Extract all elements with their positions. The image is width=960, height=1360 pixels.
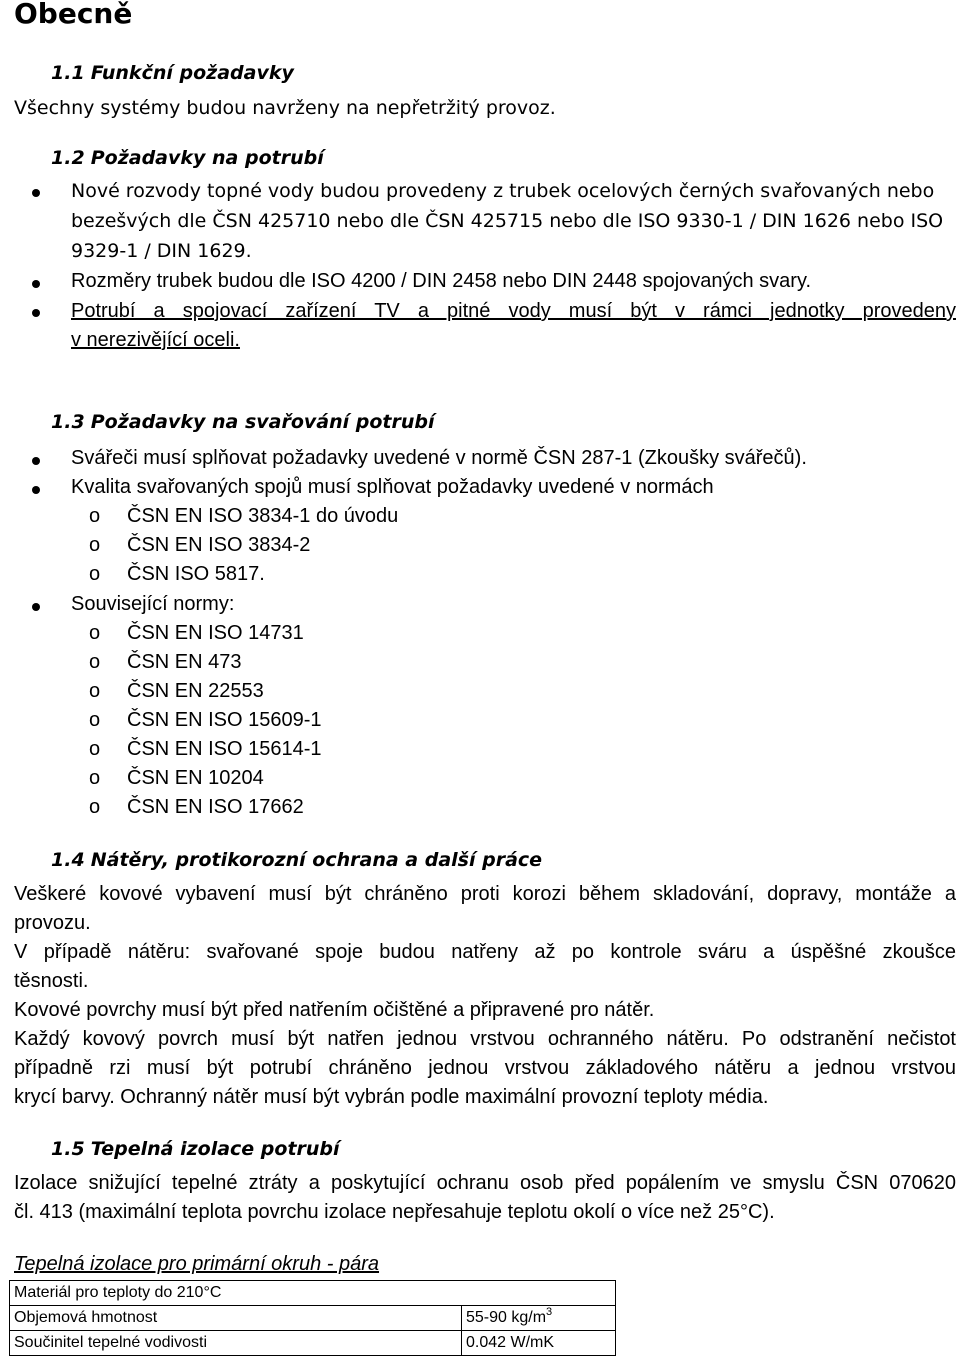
- section-1-2-heading: [51, 147, 324, 169]
- sub-marker: o: [89, 680, 101, 702]
- sub-marker: o: [89, 563, 101, 585]
- pipe-bullet-3-line-1: Potrubí a spojovací zařízení TV a pitné vody musí být v rámci jednotky provedeny: [71, 300, 956, 322]
- table-cell: 0.042 W/mK: [462, 1331, 616, 1356]
- table-row: [10, 1281, 616, 1306]
- section-title: Tepelná izolace potrubí: [90, 1138, 340, 1160]
- sub-marker: o: [89, 796, 101, 818]
- norm-item: ČSN EN ISO 14731: [127, 622, 304, 644]
- bullet-icon: [32, 603, 40, 611]
- table-caption: Tepelná izolace pro primární okruh - pára: [14, 1253, 380, 1275]
- table-cell: Součinitel tepelné vodivosti: [10, 1331, 462, 1356]
- sub-marker: o: [89, 767, 101, 789]
- weld-bullet-2: Kvalita svařovaných spojů musí splňovat požadavky uvedené v normách: [71, 476, 714, 498]
- section-number: 1.2: [51, 147, 85, 169]
- pipe-bullet-1-line-1: Nové rozvody topné vody budou provedeny z trubek ocelových černých svařovaných nebo: [71, 180, 935, 202]
- pipe-bullet-2: Rozměry trubek budou dle ISO 4200 / DIN 2458 nebo DIN 2448 spojovaných svary.: [71, 270, 812, 292]
- norm-item: ČSN EN 10204: [127, 767, 264, 789]
- section-number: 1.1: [51, 62, 85, 84]
- pipe-bullet-1-line-3: 9329-1 / DIN 1629.: [71, 240, 252, 262]
- weld-sub-item: ČSN ISO 5817.: [127, 563, 265, 585]
- section-title: Požadavky na potrubí: [90, 147, 324, 169]
- insulation-table: [9, 1280, 616, 1356]
- coating-p2-line-2: těsnosti.: [14, 970, 89, 992]
- coating-p4-line-1: Každý kovový povrch musí být natřen jednou vrstvou ochranného nátěru. Po odstranění nečistot: [14, 1028, 956, 1050]
- weld-bullet-3: Související normy:: [71, 593, 235, 615]
- superscript: 3: [546, 1306, 553, 1318]
- table-cell: [462, 1306, 616, 1331]
- sub-marker: o: [89, 651, 101, 673]
- coating-p4-line-2: případně rzi musí být potrubí chráněno jednou vrstvou základového nátěru a jednou vrstvou: [14, 1057, 956, 1079]
- coating-p2-line-1: V případě nátěru: svařované spoje budou natřeny až po kontrole sváru a úspěšné zkoušce: [14, 941, 956, 963]
- norm-item: ČSN EN ISO 15609-1: [127, 709, 322, 731]
- section-1-1-heading: [51, 62, 294, 84]
- page-title: Obecně: [14, 0, 133, 30]
- insulation-p1-line-1: Izolace snižující tepelné ztráty a poskytující ochranu osob před popálením ve smyslu ČSN 070620: [14, 1172, 956, 1194]
- sub-marker: o: [89, 534, 101, 556]
- section-number: 1.4: [51, 849, 85, 871]
- insulation-p1-line-2: čl. 413 (maximální teplota povrchu izolace nepřesahuje teplotu okolí o více než 25°C).: [14, 1201, 775, 1223]
- weld-sub-item: ČSN EN ISO 3834-2: [127, 534, 311, 556]
- norm-item: ČSN EN ISO 17662: [127, 796, 304, 818]
- section-1-3-heading: [51, 411, 435, 433]
- section-number: 1.3: [51, 411, 85, 433]
- table-row: [10, 1331, 616, 1356]
- section-1-4-heading: [51, 849, 542, 871]
- bullet-icon: [32, 189, 40, 197]
- pipe-bullet-3-line-2: v nerezivějící oceli.: [71, 329, 240, 351]
- coating-p1-line-2: provozu.: [14, 912, 91, 934]
- sub-marker: o: [89, 622, 101, 644]
- bullet-icon: [32, 457, 40, 465]
- sub-marker: o: [89, 738, 101, 760]
- coating-p4-line-3: krycí barvy. Ochranný nátěr musí být vybrán podle maximální provozní teploty média.: [14, 1086, 769, 1108]
- section-title: Nátěry, protikorozní ochrana a další práce: [90, 849, 543, 871]
- sub-marker: o: [89, 709, 101, 731]
- coating-p1-line-1: Veškeré kovové vybavení musí být chráněno proti korozi během skladování, dopravy, montáže a: [14, 883, 956, 905]
- bullet-icon: [32, 280, 40, 288]
- section-title: Funkční požadavky: [90, 62, 294, 84]
- coating-p3: Kovové povrchy musí být před natřením očištěné a připravené pro nátěr.: [14, 999, 655, 1021]
- section-number: 1.5: [51, 1138, 85, 1160]
- weld-sub-item: ČSN EN ISO 3834-1 do úvodu: [127, 505, 399, 527]
- norm-item: ČSN EN 473: [127, 651, 242, 673]
- table-cell: Objemová hmotnost: [10, 1306, 462, 1331]
- weld-bullet-1: Svářeči musí splňovat požadavky uvedené v normě ČSN 287-1 (Zkoušky svářečů).: [71, 447, 807, 469]
- section-title: Požadavky na svařování potrubí: [90, 411, 435, 433]
- pipe-bullet-1-line-2: bezešvých dle ČSN 425710 nebo dle ČSN 425715 nebo dle ISO 9330-1 / DIN 1626 nebo ISO: [71, 210, 944, 232]
- section-1-1-text: Všechny systémy budou navrženy na nepřetržitý provoz.: [14, 97, 556, 119]
- bullet-icon: [32, 309, 40, 317]
- section-1-5-heading: [51, 1138, 340, 1160]
- norm-item: ČSN EN 22553: [127, 680, 264, 702]
- bullet-icon: [32, 486, 40, 494]
- sub-marker: o: [89, 505, 101, 527]
- table-value: 55-90 kg/m: [466, 1309, 547, 1326]
- table-cell: Materiál pro teploty do 210°C: [10, 1281, 616, 1306]
- norm-item: ČSN EN ISO 15614-1: [127, 738, 322, 760]
- table-row: [10, 1306, 616, 1331]
